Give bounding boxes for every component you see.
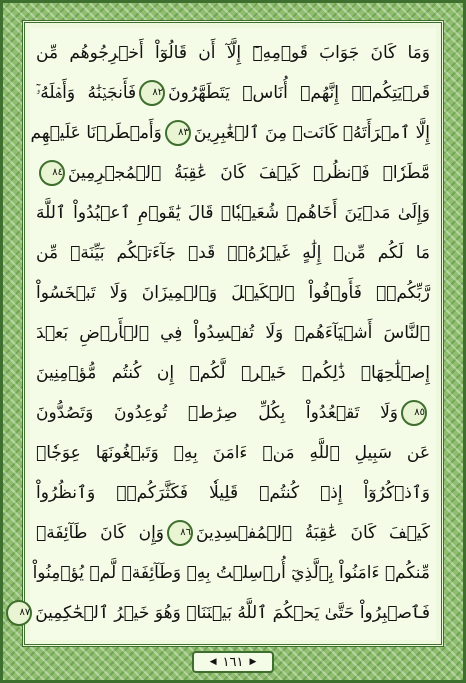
ayah-marker: ٨٧ bbox=[6, 600, 32, 626]
page-number: ١٦١ bbox=[222, 654, 244, 670]
ayah-marker: ٨٤ bbox=[39, 160, 65, 186]
line-text: مَّطَرٗاۖ فَٱنظُرۡ كَيۡفَ كَانَ عَٰقِبَةُ ٱلۡمُجۡرِمِينَ bbox=[68, 163, 430, 183]
text-line bbox=[19, 594, 430, 632]
line-text-after: فَأَنجَيۡنَٰهُ وَأَهۡلَهُۥٓ bbox=[36, 83, 137, 103]
line-text: رَّبِّكُمۡۖ فَأَوۡفُواْ ٱلۡكَيۡلَ وَٱلۡمِيزَانَ وَلَا تَبۡخَسُواْ bbox=[36, 283, 430, 303]
text-line bbox=[36, 274, 430, 312]
text-line bbox=[36, 234, 430, 272]
text-line bbox=[36, 194, 430, 232]
mushaf-page bbox=[19, 28, 436, 640]
line-text: قَرۡيَتِكُمۡۖ إِنَّهُمۡ أُنَاسٞ يَتَطَهَّرُونَ bbox=[168, 83, 431, 103]
line-text: وَلَا تَقۡعُدُواْ بِكُلِّ صِرَٰطٖ تُوعِدُونَ وَتَصُدُّونَ bbox=[36, 403, 398, 423]
line-text: ٱلنَّاسَ أَشۡيَآءَهُمۡ وَلَا تُفۡسِدُواْ فِي ٱلۡأَرۡضِ بَعۡدَ bbox=[36, 323, 430, 343]
line-text-after: وَأَمۡطَرۡنَا عَلَيۡهِم bbox=[30, 123, 162, 143]
text-line bbox=[36, 74, 430, 112]
arrow-right-icon[interactable]: ▶ bbox=[249, 657, 257, 667]
ayah-marker: ٨٢ bbox=[139, 80, 165, 106]
text-line bbox=[36, 34, 430, 72]
text-line bbox=[36, 514, 430, 552]
line-text: عَن سَبِيلِ ٱللَّهِ مَنۡ ءَامَنَ بِهِۦ وَتَبۡغُونَهَا عِوَجٗاۚ bbox=[36, 443, 430, 463]
text-line bbox=[30, 114, 430, 152]
line-text: إِصۡلَٰحِهَاۚ ذَٰلِكُمۡ خَيۡرٞ لَّكُمۡ إِن كُنتُم مُّؤۡمِنِينَ bbox=[36, 363, 430, 383]
text-line bbox=[36, 474, 430, 512]
text-line bbox=[36, 314, 430, 352]
line-text: وَمَا كَانَ جَوَابَ قَوۡمِهِۦٓ إِلَّآ أَن قَالُوٓاْ أَخۡرِجُوهُم مِّن bbox=[36, 43, 430, 63]
line-text: مَا لَكُم مِّنۡ إِلَٰهٍ غَيۡرُهُۥۖ قَدۡ جَآءَتۡكُم بَيِّنَةٞ مِّن bbox=[36, 243, 430, 263]
ayah-marker: ٨٦ bbox=[167, 520, 193, 546]
arrow-left-icon[interactable]: ◀ bbox=[209, 657, 217, 667]
line-text: وَٱذۡكُرُوٓاْ إِذۡ كُنتُمۡ قَلِيلٗا فَكَثَّرَكُمۡۖ وَٱنظُرُواْ bbox=[36, 483, 430, 503]
page-number-box bbox=[192, 651, 274, 673]
text-line bbox=[32, 554, 430, 592]
line-text: كَيۡفَ كَانَ عَٰقِبَةُ ٱلۡمُفۡسِدِينَ bbox=[196, 523, 431, 543]
line-text: وَإِلَىٰ مَدۡيَنَ أَخَاهُمۡ شُعَيۡبٗاۚ قَالَ يَٰقَوۡمِ ٱعۡبُدُواْ ٱللَّهَ bbox=[36, 203, 430, 223]
ayah-marker: ٨٣ bbox=[165, 120, 191, 146]
text-line bbox=[36, 394, 430, 432]
text-line bbox=[36, 154, 430, 192]
text-line bbox=[36, 354, 430, 392]
ayah-marker: ٨٥ bbox=[401, 400, 427, 426]
line-text: فَٱصۡبِرُواْ حَتَّىٰ يَحۡكُمَ ٱللَّهُ بَيۡنَنَاۚ وَهُوَ خَيۡرُ ٱلۡحَٰكِمِينَ bbox=[35, 603, 430, 623]
line-text-after: وَإِن كَانَ طَآئِفَةٞ bbox=[36, 523, 165, 543]
line-text: مِّنكُمۡ ءَامَنُواْ بِٱلَّذِيٓ أُرۡسِلۡتُ بِهِۦ وَطَآئِفَةٞ لَّمۡ يُؤۡمِنُواْ bbox=[32, 563, 430, 583]
text-line bbox=[36, 434, 430, 472]
line-text: إِلَّا ٱمۡرَأَتَهُۥ كَانَتۡ مِنَ ٱلۡغَٰبِرِينَ bbox=[193, 123, 430, 143]
